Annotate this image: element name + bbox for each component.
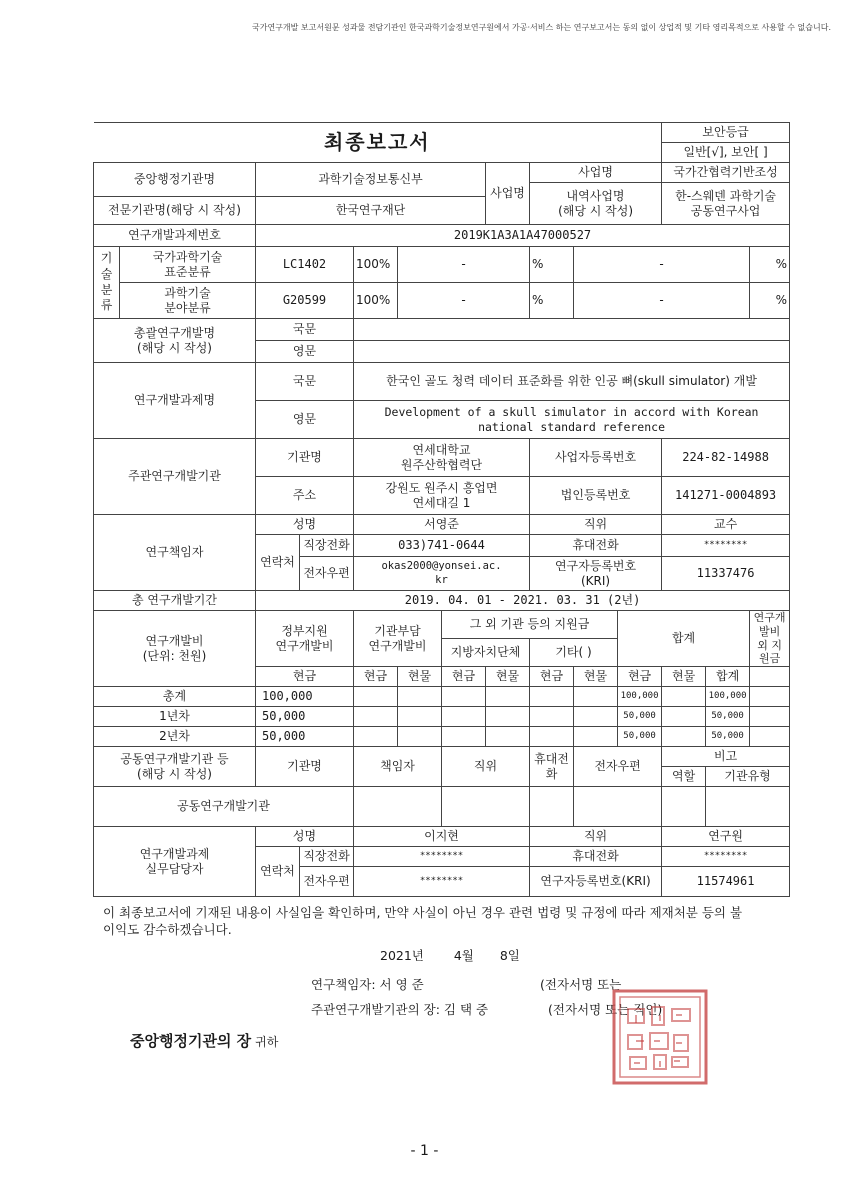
project-title-ko-value: 한국인 골도 청력 데이터 표준화를 위한 인공 뼈(skull simulator) 개발: [354, 363, 790, 401]
budget-inst-cash-header: 현금: [354, 667, 398, 687]
staff-mobile-value: ********: [662, 847, 790, 867]
staff-title-value: 연구원: [662, 827, 790, 847]
budget-gov-cash-header: 현금: [256, 667, 354, 687]
budget-other-label: 그 외 기관 등의 지원금: [442, 611, 618, 639]
period-label: 총 연구개발기간: [94, 591, 256, 611]
host-address-value: 강원도 원주시 흥업면 연세대길 1: [354, 477, 530, 515]
host-label: 주관연구개발기관: [94, 439, 256, 515]
project-title-en-value: Development of a skull simulator in accord with Korean national standard reference: [354, 401, 790, 439]
budget-local-cash-header: 현금: [442, 667, 486, 687]
joint-col-org: 기관명: [256, 747, 354, 787]
classification-dash: -: [398, 247, 530, 283]
staff-kri-value: 11574961: [662, 867, 790, 897]
budget-sum-total: 50,000: [706, 707, 750, 727]
date-year: 2021년: [380, 948, 424, 963]
joint-col-mobile: 휴대전화: [530, 747, 574, 787]
pi-contact-label: 연락처: [256, 535, 300, 591]
report-form-table: [93, 122, 790, 897]
security-value: 일반[√], 보안[ ]: [662, 143, 790, 163]
pi-phone-label: 직장전화: [300, 535, 354, 557]
classification-pct: 100%: [354, 247, 398, 283]
overall-program-en-label: 영문: [256, 341, 354, 363]
page-number: - 1 -: [410, 1143, 439, 1159]
budget-sum-kind-header: 현물: [662, 667, 706, 687]
overall-program-label: 총괄연구개발명 (해당 시 작성): [94, 319, 256, 363]
addressee: [130, 1030, 278, 1051]
joint-type-label: 기관유형: [706, 767, 790, 787]
confirmation-statement: 이 최종보고서에 기재된 내용이 사실임을 확인하며, 만약 사실이 아닌 경우 관련 법령 및 규정에 따라 제재처분 등의 불이익도 감수하겠습니다.: [103, 905, 743, 937]
joint-role-label: 역할: [662, 767, 706, 787]
budget-extra-cell: [750, 667, 790, 687]
pi-mobile-value: ********: [662, 535, 790, 557]
pi-title-label: 직위: [530, 515, 662, 535]
joint-label: 공동연구개발기관 등 (해당 시 작성): [94, 747, 256, 787]
period-value: 2019. 04. 01 - 2021. 03. 31 (2년): [256, 591, 790, 611]
budget-gov-cash: 100,000: [256, 687, 354, 707]
staff-email-value: ********: [354, 867, 530, 897]
budget-sum-cash: 50,000: [618, 727, 662, 747]
staff-title-label: 직위: [530, 827, 662, 847]
agency-value: 과학기술정보통신부: [256, 163, 486, 197]
staff-email-label: 전자우편: [300, 867, 354, 897]
pi-mobile-label: 휴대전화: [530, 535, 662, 557]
security-label: 보안등급: [662, 123, 790, 143]
classification-pct-sign: %: [530, 283, 574, 319]
staff-contact-label: 연락처: [256, 847, 300, 897]
overall-program-ko-value: [354, 319, 790, 341]
staff-kri-label: 연구자등록번호(KRI): [530, 867, 662, 897]
joint-row-label: 공동연구개발기관: [94, 787, 354, 827]
pi-kri-label: 연구자등록번호 (KRI): [530, 557, 662, 591]
pi-signature-role: 연구책임자: 서 영 준: [311, 977, 424, 992]
head-signature-role: 주관연구개발기관의 장: 김 택 중: [311, 1002, 489, 1017]
classification-pct: 100%: [354, 283, 398, 319]
joint-note-label: 비고: [662, 747, 790, 767]
host-corpno-label: 법인등록번호: [530, 477, 662, 515]
project-title-ko-label: 국문: [256, 363, 354, 401]
budget-sum-cash: 100,000: [618, 687, 662, 707]
addressee-suffix: 귀하: [255, 1035, 279, 1049]
budget-local-label: 지방자치단체: [442, 639, 530, 667]
copyright-notice: 국가연구개발 보고서원문 성과물 전담기관인 한국과학기술정보연구원에서 가공·서비스 하는 연구보고서는 동의 없이 상업적 및 기타 영리목적으로 사용할 수 없습니다.: [252, 23, 831, 32]
overall-program-ko-label: 국문: [256, 319, 354, 341]
budget-sum-total: 50,000: [706, 727, 750, 747]
joint-col-email: 전자우편: [574, 747, 662, 787]
classification-pct-sign: %: [750, 247, 790, 283]
staff-mobile-label: 휴대전화: [530, 847, 662, 867]
budget-gov-cash: 50,000: [256, 727, 354, 747]
budget-row: [94, 687, 790, 707]
budget-row-label: 총계: [94, 687, 256, 707]
pi-email-label: 전자우편: [300, 557, 354, 591]
overall-program-en-value: [354, 341, 790, 363]
pi-signature-mark: (전자서명 또는: [540, 977, 622, 992]
page-title: 최종보고서: [323, 130, 431, 154]
staff-name-value: 이지현: [354, 827, 530, 847]
report-date: [380, 946, 520, 964]
budget-etc-kind-header: 현물: [574, 667, 618, 687]
classification-label: 과학기술 분야분류: [120, 283, 256, 319]
budget-sum-total: 100,000: [706, 687, 750, 707]
budget-gov-label: 정부지원 연구개발비: [256, 611, 354, 667]
budget-gov-cash: 50,000: [256, 707, 354, 727]
classification-pct-sign: %: [530, 247, 574, 283]
budget-inst-kind-header: 현물: [398, 667, 442, 687]
classification-pct-sign: %: [750, 283, 790, 319]
budget-label: 연구개발비 (단위: 천원): [94, 611, 256, 687]
classification-dash: -: [574, 283, 750, 319]
budget-sum-cash-header: 현금: [618, 667, 662, 687]
budget-sum-label: 합계: [618, 611, 750, 667]
budget-extra-label: 연구개발비 외 지원금: [750, 611, 790, 667]
project-name-label: 사업명: [530, 163, 662, 183]
staff-phone-label: 직장전화: [300, 847, 354, 867]
pi-kri-value: 11337476: [662, 557, 790, 591]
host-org-value: 연세대학교 원주산학협력단: [354, 439, 530, 477]
sub-project-value: 한-스웨덴 과학기술 공동연구사업: [662, 183, 790, 225]
budget-row-label: 2년차: [94, 727, 256, 747]
host-address-label: 주소: [256, 477, 354, 515]
project-number-value: 2019K1A3A1A47000527: [256, 225, 790, 247]
budget-local-kind-header: 현물: [486, 667, 530, 687]
report-form: [93, 122, 788, 897]
budget-row-label: 1년차: [94, 707, 256, 727]
host-bizno-value: 224-82-14988: [662, 439, 790, 477]
date-day: 8일: [499, 948, 520, 963]
official-seal-stamp: [600, 985, 718, 1093]
classification-dash: -: [574, 247, 750, 283]
pi-name-label: 성명: [256, 515, 354, 535]
sub-project-label: 내역사업명 (해당 시 작성): [530, 183, 662, 225]
project-type-label: 사업명: [486, 163, 530, 225]
staff-phone-value: ********: [354, 847, 530, 867]
classification-dash: -: [398, 283, 530, 319]
project-name-value: 국가간협력기반조성: [662, 163, 790, 183]
pi-label: 연구책임자: [94, 515, 256, 591]
host-corpno-value: 141271-0004893: [662, 477, 790, 515]
classification-code: LC1402: [256, 247, 354, 283]
project-title-label: 연구개발과제명: [94, 363, 256, 439]
pi-phone-value: 033)741-0644: [354, 535, 530, 557]
budget-etc-cash-header: 현금: [530, 667, 574, 687]
budget-etc-label: 기타( ): [530, 639, 618, 667]
addressee-name: 중앙행정기관의 장: [130, 1032, 252, 1050]
classification-label: 국가과학기술 표준분류: [120, 247, 256, 283]
date-month: 4월: [453, 948, 474, 963]
joint-col-lead: 책임자: [354, 747, 442, 787]
specialized-agency-label: 전문기관명(해당 시 작성): [94, 197, 256, 225]
head-signature-mark: (전자서명 또는 직인): [548, 1002, 663, 1017]
classification-code: G20599: [256, 283, 354, 319]
pi-name-value: 서영준: [354, 515, 530, 535]
pi-email-value: okas2000@yonsei.ac. kr: [354, 557, 530, 591]
host-bizno-label: 사업자등록번호: [530, 439, 662, 477]
budget-row: [94, 727, 790, 747]
project-number-label: 연구개발과제번호: [94, 225, 256, 247]
staff-name-label: 성명: [256, 827, 354, 847]
specialized-agency-value: 한국연구재단: [256, 197, 486, 225]
classification-group-label: 기 술 분 류: [94, 247, 120, 319]
staff-label: 연구개발과제 실무담당자: [94, 827, 256, 897]
budget-sum-cash: 50,000: [618, 707, 662, 727]
joint-row: [94, 787, 790, 827]
joint-col-title: 직위: [442, 747, 530, 787]
budget-inst-label: 기관부담 연구개발비: [354, 611, 442, 667]
project-title-en-label: 영문: [256, 401, 354, 439]
agency-label: 중앙행정기관명: [94, 163, 256, 197]
budget-row: [94, 707, 790, 727]
host-org-label: 기관명: [256, 439, 354, 477]
pi-title-value: 교수: [662, 515, 790, 535]
budget-sum-total-header: 합계: [706, 667, 750, 687]
